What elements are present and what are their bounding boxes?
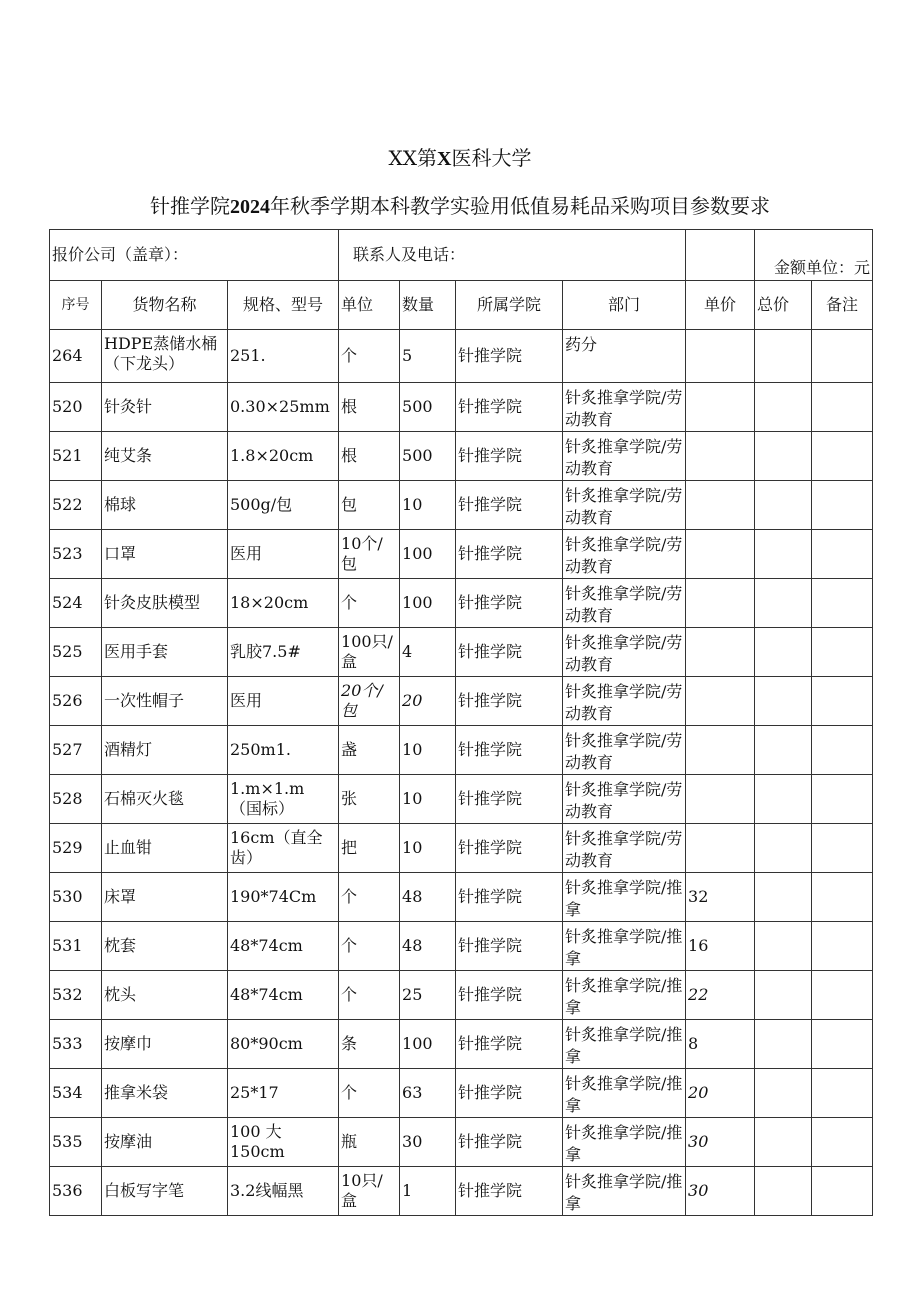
cell-college: 针推学院 bbox=[456, 432, 563, 481]
cell-total bbox=[755, 1069, 812, 1118]
cell-dept bbox=[563, 1167, 686, 1216]
cell-seq: 531 bbox=[50, 922, 102, 971]
dept-text: 针炙推拿学院/推拿 bbox=[565, 1074, 683, 1115]
cell-note bbox=[812, 1069, 873, 1118]
cell-total bbox=[755, 775, 812, 824]
cell-unit: 包 bbox=[339, 481, 400, 530]
cell-qty: 63 bbox=[400, 1069, 456, 1118]
cell-seq: 523 bbox=[50, 530, 102, 579]
cell-college: 针推学院 bbox=[456, 1118, 563, 1167]
cell-spec: 18×20cm bbox=[228, 579, 339, 628]
cell-total bbox=[755, 1167, 812, 1216]
dept-text: 针炙推拿学院/劳动教育 bbox=[565, 633, 683, 674]
cell-spec: 3.2线幅黑 bbox=[228, 1167, 339, 1216]
cell-dept bbox=[563, 330, 686, 383]
dept-text: 针炙推拿学院/推拿 bbox=[565, 976, 683, 1017]
cell-qty: 100 bbox=[400, 1020, 456, 1069]
cell-total bbox=[755, 330, 812, 383]
cell-price bbox=[686, 432, 755, 481]
cell-name: 推拿米袋 bbox=[102, 1069, 228, 1118]
cell-total bbox=[755, 481, 812, 530]
cell-price bbox=[686, 726, 755, 775]
cell-college: 针推学院 bbox=[456, 579, 563, 628]
cell-spec: 251. bbox=[228, 330, 339, 383]
cell-note bbox=[812, 824, 873, 873]
cell-price: 20 bbox=[686, 1069, 755, 1118]
cell-qty: 30 bbox=[400, 1118, 456, 1167]
cell-seq: 526 bbox=[50, 677, 102, 726]
cell-note bbox=[812, 1020, 873, 1069]
cell-spec: 医用 bbox=[228, 530, 339, 579]
dept-text: 针炙推拿学院/推拿 bbox=[565, 1172, 683, 1213]
cell-college: 针推学院 bbox=[456, 873, 563, 922]
cell-price bbox=[686, 481, 755, 530]
table-row bbox=[50, 628, 873, 677]
cell-unit: 把 bbox=[339, 824, 400, 873]
cell-note bbox=[812, 628, 873, 677]
cell-seq: 264 bbox=[50, 330, 102, 383]
dept-text: 针炙推拿学院/劳动教育 bbox=[565, 388, 683, 429]
cell-name: 针灸针 bbox=[102, 383, 228, 432]
cell-college: 针推学院 bbox=[456, 1167, 563, 1216]
dept-text: 针炙推拿学院/劳动教育 bbox=[565, 584, 683, 625]
cell-note bbox=[812, 971, 873, 1020]
cell-college: 针推学院 bbox=[456, 824, 563, 873]
table-row bbox=[50, 922, 873, 971]
cell-spec: 25*17 bbox=[228, 1069, 339, 1118]
cell-spec: 500g/包 bbox=[228, 481, 339, 530]
cell-seq: 536 bbox=[50, 1167, 102, 1216]
cell-spec: 250m1. bbox=[228, 726, 339, 775]
cell-note bbox=[812, 922, 873, 971]
cell-name: HDPE蒸储水桶（下龙头） bbox=[102, 330, 228, 383]
cell-price bbox=[686, 530, 755, 579]
cell-price bbox=[686, 775, 755, 824]
cell-qty: 10 bbox=[400, 481, 456, 530]
cell-price bbox=[686, 677, 755, 726]
cell-dept bbox=[563, 530, 686, 579]
cell-qty: 4 bbox=[400, 628, 456, 677]
dept-text: 针炙推拿学院/推拿 bbox=[565, 878, 683, 919]
cell-note bbox=[812, 873, 873, 922]
cell-spec: 1.m×1.m（国标） bbox=[228, 775, 339, 824]
cell-note bbox=[812, 1118, 873, 1167]
cell-dept bbox=[563, 383, 686, 432]
cell-dept bbox=[563, 677, 686, 726]
cell-total bbox=[755, 922, 812, 971]
cell-qty: 1 bbox=[400, 1167, 456, 1216]
dept-text: 针炙推拿学院/劳动教育 bbox=[565, 535, 683, 576]
cell-price: 16 bbox=[686, 922, 755, 971]
cell-total bbox=[755, 824, 812, 873]
cell-name: 口罩 bbox=[102, 530, 228, 579]
cell-qty: 10 bbox=[400, 775, 456, 824]
cell-unit: 盏 bbox=[339, 726, 400, 775]
cell-unit: 个 bbox=[339, 873, 400, 922]
cell-price bbox=[686, 628, 755, 677]
cell-unit: 条 bbox=[339, 1020, 400, 1069]
col-name: 货物名称 bbox=[102, 281, 228, 330]
cell-price: 30 bbox=[686, 1167, 755, 1216]
cell-seq: 530 bbox=[50, 873, 102, 922]
cell-seq: 524 bbox=[50, 579, 102, 628]
cell-seq: 521 bbox=[50, 432, 102, 481]
cell-qty: 48 bbox=[400, 922, 456, 971]
cell-college: 针推学院 bbox=[456, 922, 563, 971]
table-row bbox=[50, 775, 873, 824]
table-row bbox=[50, 726, 873, 775]
cell-college: 针推学院 bbox=[456, 383, 563, 432]
cell-note bbox=[812, 432, 873, 481]
cell-note bbox=[812, 481, 873, 530]
cell-college: 针推学院 bbox=[456, 677, 563, 726]
cell-unit: 根 bbox=[339, 383, 400, 432]
document-title: XX第X医科大学 bbox=[388, 146, 532, 170]
cell-qty: 100 bbox=[400, 579, 456, 628]
cell-name: 医用手套 bbox=[102, 628, 228, 677]
cell-spec: 48*74cm bbox=[228, 922, 339, 971]
cell-unit: 瓶 bbox=[339, 1118, 400, 1167]
cell-dept bbox=[563, 824, 686, 873]
cell-unit: 个 bbox=[339, 922, 400, 971]
cell-name: 白板写字笔 bbox=[102, 1167, 228, 1216]
cell-note bbox=[812, 530, 873, 579]
cell-seq: 525 bbox=[50, 628, 102, 677]
cell-price bbox=[686, 330, 755, 383]
cell-total bbox=[755, 971, 812, 1020]
cell-total bbox=[755, 579, 812, 628]
dept-text: 针炙推拿学院/劳动教育 bbox=[565, 731, 683, 772]
cell-seq: 522 bbox=[50, 481, 102, 530]
cell-note bbox=[812, 726, 873, 775]
cell-name: 枕套 bbox=[102, 922, 228, 971]
cell-unit: 个 bbox=[339, 971, 400, 1020]
col-total: 总价 bbox=[755, 281, 812, 330]
cell-note bbox=[812, 330, 873, 383]
table-row bbox=[50, 579, 873, 628]
cell-college: 针推学院 bbox=[456, 971, 563, 1020]
cell-college: 针推学院 bbox=[456, 628, 563, 677]
dept-text: 针炙推拿学院/劳动教育 bbox=[565, 437, 683, 478]
cell-qty: 5 bbox=[400, 330, 456, 383]
cell-price bbox=[686, 824, 755, 873]
cell-total bbox=[755, 628, 812, 677]
cell-note bbox=[812, 1167, 873, 1216]
contact-label: 联系人及电话： bbox=[339, 230, 686, 281]
dept-text: 药分 bbox=[565, 335, 598, 354]
cell-name: 按摩巾 bbox=[102, 1020, 228, 1069]
column-header-row bbox=[50, 281, 873, 330]
cell-qty: 20 bbox=[400, 677, 456, 726]
col-dept: 部门 bbox=[563, 281, 686, 330]
cell-college: 针推学院 bbox=[456, 775, 563, 824]
cell-name: 石棉灭火毯 bbox=[102, 775, 228, 824]
cell-seq: 532 bbox=[50, 971, 102, 1020]
cell-name: 枕头 bbox=[102, 971, 228, 1020]
cell-name: 纯艾条 bbox=[102, 432, 228, 481]
cell-college: 针推学院 bbox=[456, 330, 563, 383]
cell-unit: 个 bbox=[339, 330, 400, 383]
cell-qty: 500 bbox=[400, 383, 456, 432]
cell-dept bbox=[563, 1118, 686, 1167]
cell-name: 一次性帽子 bbox=[102, 677, 228, 726]
cell-unit: 20个/包 bbox=[339, 677, 400, 726]
dept-text: 针炙推拿学院/劳动教育 bbox=[565, 780, 683, 821]
document-subtitle: 针推学院2024年秋季学期本科教学实验用低值易耗品采购项目参数要求 bbox=[150, 194, 770, 218]
table-row bbox=[50, 971, 873, 1020]
cell-total bbox=[755, 1020, 812, 1069]
cell-seq: 527 bbox=[50, 726, 102, 775]
cell-college: 针推学院 bbox=[456, 530, 563, 579]
cell-seq: 528 bbox=[50, 775, 102, 824]
cell-total bbox=[755, 530, 812, 579]
dept-text: 针炙推拿学院/劳动教育 bbox=[565, 486, 683, 527]
table-row bbox=[50, 530, 873, 579]
col-price: 单价 bbox=[686, 281, 755, 330]
cell-price: 8 bbox=[686, 1020, 755, 1069]
cell-price bbox=[686, 579, 755, 628]
cell-unit: 个 bbox=[339, 1069, 400, 1118]
cell-spec: 100 大 150cm bbox=[228, 1118, 339, 1167]
cell-seq: 520 bbox=[50, 383, 102, 432]
cell-seq: 529 bbox=[50, 824, 102, 873]
table-row bbox=[50, 1167, 873, 1216]
amount-unit: 金额单位：元 bbox=[755, 230, 873, 281]
table-row bbox=[50, 1118, 873, 1167]
cell-name: 床罩 bbox=[102, 873, 228, 922]
table-row bbox=[50, 1069, 873, 1118]
cell-total bbox=[755, 677, 812, 726]
cell-qty: 10 bbox=[400, 726, 456, 775]
table-row bbox=[50, 873, 873, 922]
cell-note bbox=[812, 677, 873, 726]
cell-qty: 10 bbox=[400, 824, 456, 873]
blank-cell bbox=[686, 230, 755, 281]
table-row bbox=[50, 330, 873, 383]
cell-name: 按摩油 bbox=[102, 1118, 228, 1167]
cell-price: 30 bbox=[686, 1118, 755, 1167]
table-row bbox=[50, 824, 873, 873]
table-row bbox=[50, 481, 873, 530]
cell-unit: 张 bbox=[339, 775, 400, 824]
procurement-table bbox=[49, 229, 873, 1216]
col-qty: 数量 bbox=[400, 281, 456, 330]
cell-dept bbox=[563, 971, 686, 1020]
cell-note bbox=[812, 775, 873, 824]
cell-unit: 根 bbox=[339, 432, 400, 481]
col-spec: 规格、型号 bbox=[228, 281, 339, 330]
cell-dept bbox=[563, 579, 686, 628]
cell-qty: 500 bbox=[400, 432, 456, 481]
cell-seq: 533 bbox=[50, 1020, 102, 1069]
dept-text: 针炙推拿学院/推拿 bbox=[565, 1025, 683, 1066]
col-note: 备注 bbox=[812, 281, 873, 330]
cell-total bbox=[755, 873, 812, 922]
cell-college: 针推学院 bbox=[456, 481, 563, 530]
table-row bbox=[50, 1020, 873, 1069]
cell-dept bbox=[563, 432, 686, 481]
cell-name: 止血钳 bbox=[102, 824, 228, 873]
cell-dept bbox=[563, 1020, 686, 1069]
cell-total bbox=[755, 432, 812, 481]
table-row bbox=[50, 383, 873, 432]
cell-price: 32 bbox=[686, 873, 755, 922]
cell-qty: 48 bbox=[400, 873, 456, 922]
dept-text: 针炙推拿学院/劳动教育 bbox=[565, 829, 683, 870]
col-seq: 序号 bbox=[50, 281, 102, 330]
cell-total bbox=[755, 383, 812, 432]
cell-note bbox=[812, 383, 873, 432]
table-row bbox=[50, 432, 873, 481]
company-label: 报价公司（盖章）： bbox=[50, 230, 339, 281]
cell-spec: 80*90cm bbox=[228, 1020, 339, 1069]
cell-dept bbox=[563, 922, 686, 971]
dept-text: 针炙推拿学院/劳动教育 bbox=[565, 682, 683, 723]
cell-dept bbox=[563, 481, 686, 530]
cell-dept bbox=[563, 726, 686, 775]
cell-unit: 10只/盒 bbox=[339, 1167, 400, 1216]
cell-unit: 10个/包 bbox=[339, 530, 400, 579]
cell-note bbox=[812, 579, 873, 628]
cell-dept bbox=[563, 628, 686, 677]
cell-spec: 16cm（直全齿） bbox=[228, 824, 339, 873]
cell-spec: 乳胶7.5# bbox=[228, 628, 339, 677]
cell-dept bbox=[563, 873, 686, 922]
table-row bbox=[50, 677, 873, 726]
cell-qty: 25 bbox=[400, 971, 456, 1020]
cell-spec: 1.8×20cm bbox=[228, 432, 339, 481]
col-unit: 单位 bbox=[339, 281, 400, 330]
cell-spec: 医用 bbox=[228, 677, 339, 726]
cell-qty: 100 bbox=[400, 530, 456, 579]
cell-total bbox=[755, 1118, 812, 1167]
cell-seq: 534 bbox=[50, 1069, 102, 1118]
cell-name: 针灸皮肤模型 bbox=[102, 579, 228, 628]
cell-name: 酒精灯 bbox=[102, 726, 228, 775]
cell-college: 针推学院 bbox=[456, 1020, 563, 1069]
cell-total bbox=[755, 726, 812, 775]
dept-text: 针炙推拿学院/推拿 bbox=[565, 1123, 683, 1164]
cell-spec: 0.30×25mm bbox=[228, 383, 339, 432]
col-college: 所属学院 bbox=[456, 281, 563, 330]
header-row-company bbox=[50, 230, 873, 281]
cell-spec: 48*74cm bbox=[228, 971, 339, 1020]
cell-name: 棉球 bbox=[102, 481, 228, 530]
cell-dept bbox=[563, 775, 686, 824]
cell-spec: 190*74Cm bbox=[228, 873, 339, 922]
cell-unit: 个 bbox=[339, 579, 400, 628]
cell-college: 针推学院 bbox=[456, 1069, 563, 1118]
dept-text: 针炙推拿学院/推拿 bbox=[565, 927, 683, 968]
cell-dept bbox=[563, 1069, 686, 1118]
cell-price: 22 bbox=[686, 971, 755, 1020]
cell-seq: 535 bbox=[50, 1118, 102, 1167]
cell-price bbox=[686, 383, 755, 432]
cell-college: 针推学院 bbox=[456, 726, 563, 775]
cell-unit: 100只/盒 bbox=[339, 628, 400, 677]
